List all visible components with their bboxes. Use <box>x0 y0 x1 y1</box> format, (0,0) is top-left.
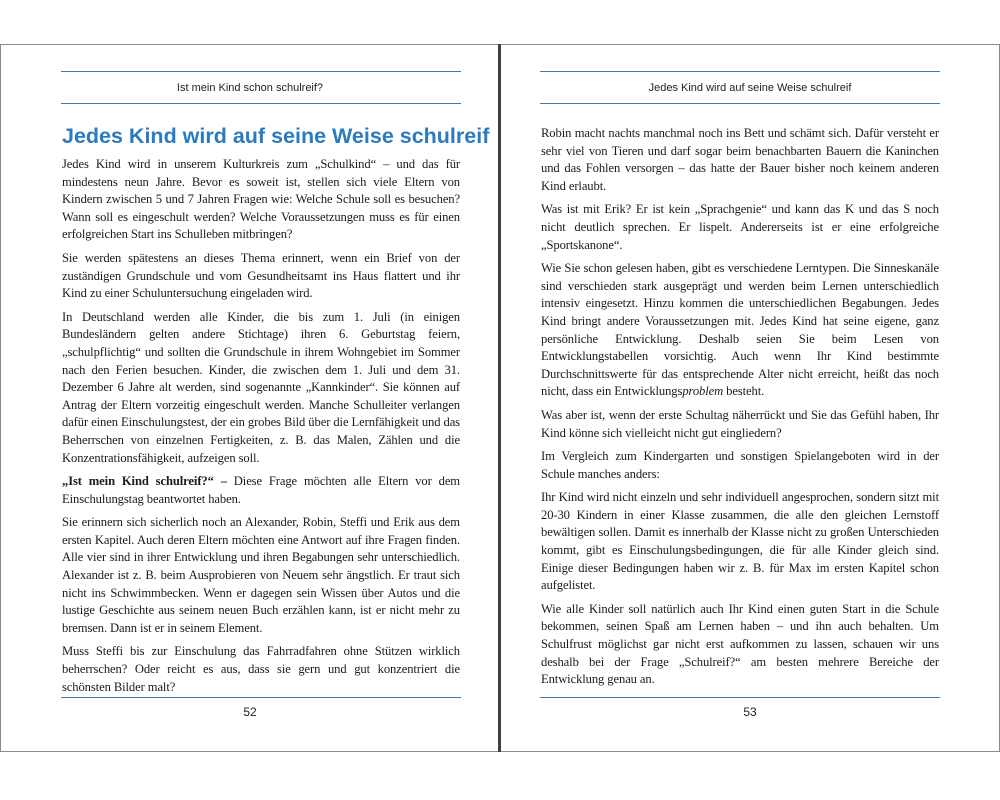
header-rule <box>540 71 940 72</box>
body-text <box>62 156 460 702</box>
paragraph: In Deutschland werden alle Kinder, die bis zum 1. Juli (in einigen Bundesländern gelten andere Stichtage) ihren 6. Geburtstag feiern, „schulpflichtig“ und sollten die Grundschule in ihrem Wohngebiet im Sommer nach den Ferien besuchen. Kinder, die zwischen dem 1. Juli und dem 31. Dezember 6 Jahre alt werden, sind sogenannte „Kannkinder“. Sie können auf Antrag der Eltern vorzeitig eingeschult werden. Manche Schulleiter verlangen dafür einen Einschulungstest, der ein grobes Bild über die Lernfähigkeit und das Beherrschen von einzelnen Fertigkeiten, z. B. das Malen, Zählen und die Konzentrationsfähigkeit, aufzeigen soll. <box>62 309 460 465</box>
book-spread <box>0 44 1000 754</box>
paragraph: Ihr Kind wird nicht einzeln und sehr individuell angesprochen, sondern sitzt mit 20-30 Kindern in einer Klasse zusammen, die alle den gleichen Lernstoff bewältigen sollen. Damit es innerhalb der Klasse nicht zu großen Unterschieden kommt, gibt es Einschulungsbedingungen, die für alle Kinder gleich sind. Einige dieser Bedingungen haben wir z. B. für Max im ersten Kapitel schon aufgelistet. <box>541 490 939 593</box>
body-text <box>541 125 939 695</box>
page-number: 53 <box>743 705 757 719</box>
paragraph <box>541 260 939 401</box>
paragraph: Wie alle Kinder soll natürlich auch Ihr Kind einen guten Start in die Schule bekommen, seinen Spaß am Lernen haben – und ihn auch behalten. Um Schulfrust möglichst gar nicht erst aufkommen zu lassen, schauen wir uns deshalb bei der Frage „Schulreif?“ am besten mehrere Bereiche der Entwicklung genau an. <box>541 601 939 687</box>
right-page <box>501 44 1000 752</box>
header-rule-lower <box>540 103 940 104</box>
header-rule-lower <box>61 103 461 104</box>
paragraph: Muss Steffi bis zur Einschulung das Fahrradfahren ohne Stützen wirklich beherrschen? Oder reicht es aus, dass sie gern und gut konzentriert die schönsten Bilder malt? <box>62 644 460 694</box>
paragraph: Sie werden spätestens an dieses Thema erinnert, wenn ein Brief von der zuständigen Grundschule und vom Gesundheitsamt ins Haus flattert und ihr Kind zu einer Schuluntersuchung eingeladen wird. <box>62 250 460 301</box>
paragraph: Jedes Kind wird in unserem Kulturkreis zum „Schulkind“ – und das für mindestens neun Jahre. Bevor es soweit ist, stellen sich viele Eltern von Kindern zwischen 5 und 7 Jahren Fragen wie: Welche Schule soll es besuchen? Wann soll es eingeschult werden? Welche Voraussetzungen muss es für einen erfolgreichen Start ins Schulleben mitbringen? <box>62 157 460 242</box>
paragraph: Was ist mit Erik? Er ist kein „Sprachgenie“ und kann das K und das S noch nicht deutlich sprechen. Er lispelt. Andererseits ist er eine erfolgreiche „Sportskanone“. <box>541 202 939 252</box>
italic-word: problem <box>682 384 724 399</box>
paragraph-text: Wie Sie schon gelesen haben, gibt es verschiedene Lerntypen. Die Sinneskanäle sind verschieden stark ausgeprägt und werden beim Lernen unterschiedlich intensiv eingesetzt. Hinzu kommen die unterschiedlichen Begabungen. Jedes Kind bringt andere Voraussetzungen mit. Jedes Kind hat seine eigene, ganz persönliche Entwicklung. Deshalb seien Sie beim Lesen von Entwicklungstabellen vorsichtig. Auch wenn Ihr Kind bestimmte Durchschnittswerte für das entsprechende Alter nicht erreicht, heißt das noch nicht, dass ein Entwicklungs <box>541 261 939 399</box>
chapter-title: Jedes Kind wird auf seine Weise schulreif <box>62 124 490 148</box>
paragraph: Robin macht nachts manchmal noch ins Bett und schämt sich. Dafür versteht er sehr viel von Tieren und darf sogar beim benachbarten Bauern die Kaninchen und das Fohlen versorgen – das hatte der Bauer bisher noch keinem anderen Kind erlaubt. <box>541 126 939 193</box>
page-number: 52 <box>243 705 257 719</box>
left-page <box>0 44 499 752</box>
paragraph-question <box>62 473 460 508</box>
bold-question: „Ist mein Kind schulreif?“ – <box>62 474 227 489</box>
running-head: Jedes Kind wird auf seine Weise schulreif <box>648 82 852 94</box>
footer-rule <box>540 697 940 698</box>
header-rule <box>61 71 461 72</box>
paragraph-text: besteht. <box>723 384 765 399</box>
paragraph: Im Vergleich zum Kindergarten und sonstigen Spielangeboten wird in der Schule manches anders: <box>541 449 939 481</box>
question-rest: Diese Frage möchten alle Eltern vor dem Einschulungstag beantwortet haben. <box>62 474 461 506</box>
paragraph: Was aber ist, wenn der erste Schultag näherrückt und Sie das Gefühl haben, Ihr Kind könne sich vielleicht nicht gut eingliedern? <box>541 407 939 440</box>
paragraph: Sie erinnern sich sicherlich noch an Alexander, Robin, Steffi und Erik aus dem ersten Kapitel. Auch deren Eltern möchten eine Antwort auf ihre Fragen finden. Alle vier sind in ihrer Entwicklung und ihren Begabungen sehr unterschiedlich. Alexander ist z. B. beim Ausprobieren von Neuem sehr ängstlich. Er traut sich nicht ins Schwimmbecken. Wenn er dagegen sein Wissen über Autos und die lustige Geschichte aus seinem neuen Buch erzählen kann, ist er nicht mehr zu bremsen. Dann ist er in seinem Element. <box>62 515 460 635</box>
footer-rule <box>61 697 461 698</box>
running-head: Ist mein Kind schon schulreif? <box>176 82 324 94</box>
